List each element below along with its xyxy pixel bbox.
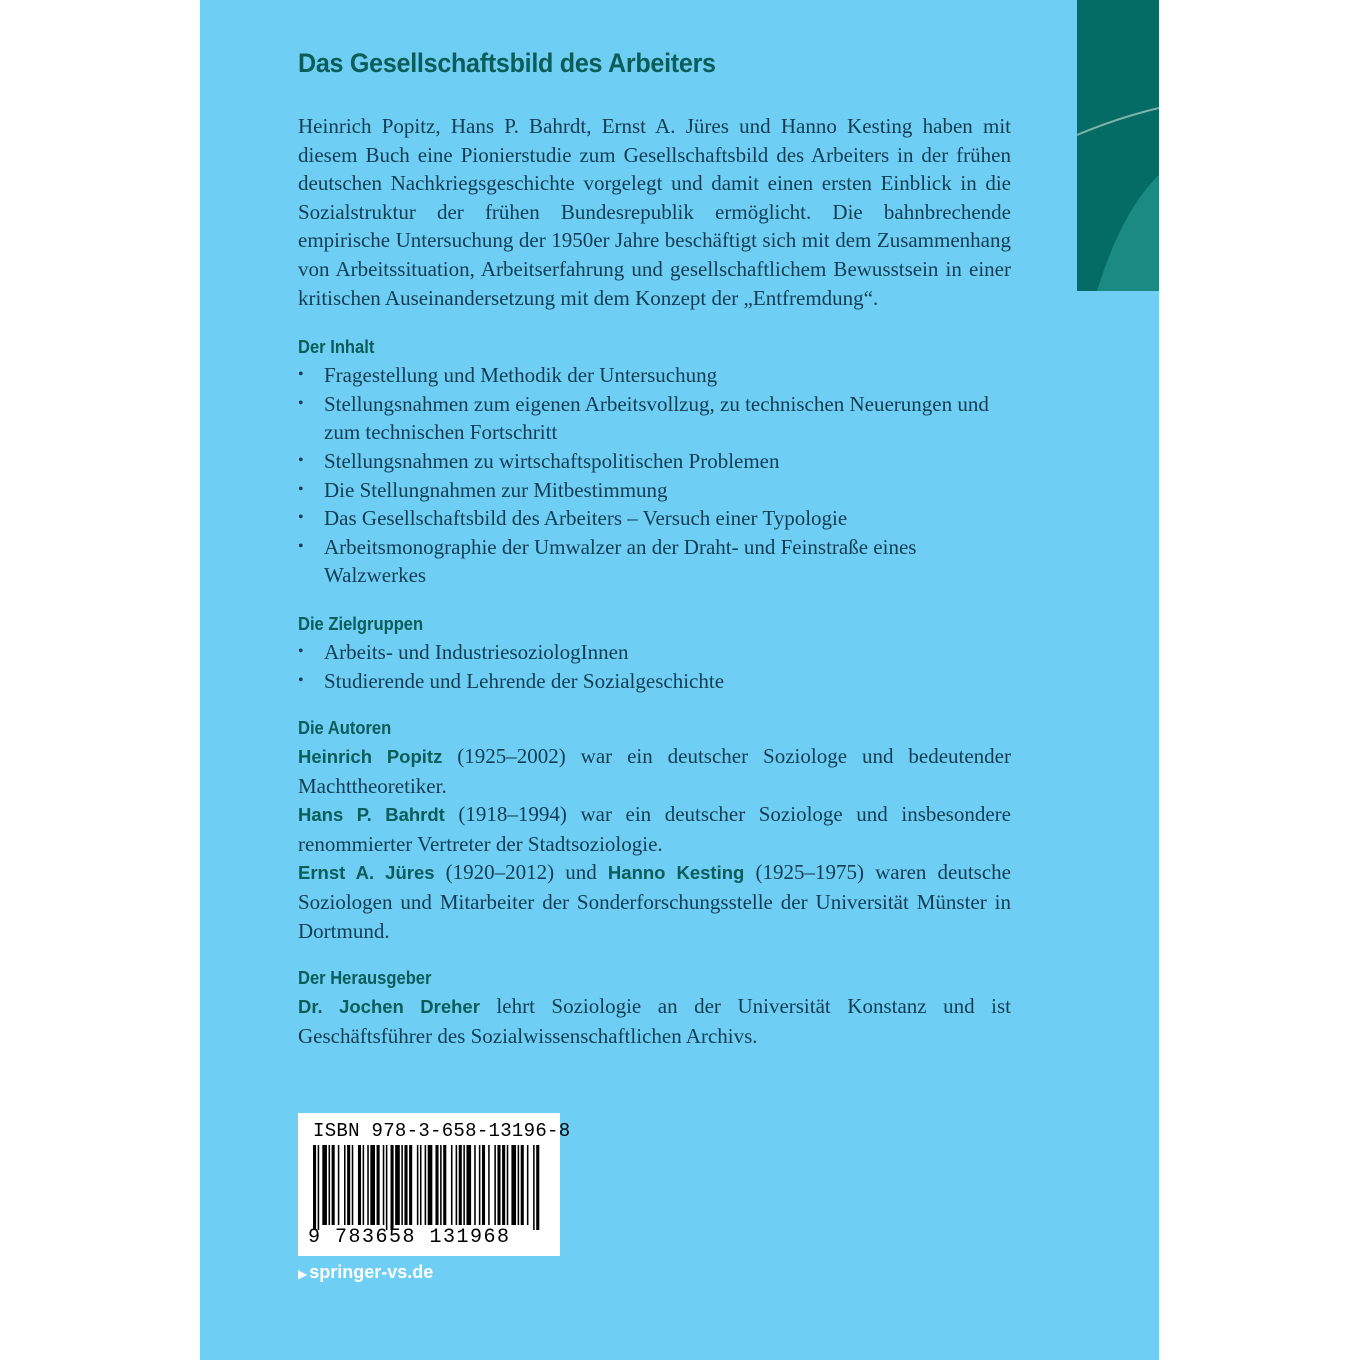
barcode-bar <box>395 1145 400 1225</box>
bullet-icon: • <box>298 671 304 689</box>
barcode-bar <box>383 1145 385 1225</box>
barcode-bar <box>502 1145 505 1225</box>
barcode-bar <box>466 1145 471 1225</box>
barcode-bar <box>329 1145 331 1225</box>
barcode-bar <box>420 1145 422 1225</box>
barcode-bar <box>332 1145 335 1225</box>
barcode-bar <box>318 1145 320 1230</box>
author-bahrdt: Hans P. Bahrdt (1918–1994) war ein deutscher Soziologe und insbesondere renommierter Vertreter der Stadtsoziologie. <box>298 802 1011 856</box>
author-name: Heinrich Popitz <box>298 746 443 768</box>
list-item: • Die Stellungnahmen zur Mitbestimmung <box>298 476 1011 505</box>
bullet-icon: • <box>298 394 304 412</box>
barcode-bar <box>488 1145 490 1225</box>
publisher-website[interactable]: ▶ springer-vs.de <box>298 1262 434 1282</box>
book-title: Das Gesellschaftsbild des Arbeiters <box>298 48 716 78</box>
barcode-bar <box>456 1145 458 1225</box>
barcode-bar <box>367 1145 369 1225</box>
barcode-bar <box>533 1145 535 1230</box>
author-name: Ernst A. Jüres <box>298 862 435 884</box>
bullet-icon: • <box>298 537 304 555</box>
barcode-bar <box>440 1145 442 1225</box>
barcode-bar <box>428 1145 433 1225</box>
list-item: • Stellungsnahmen zum eigenen Arbeitsvollzug, zu technischen Neuerungen und zum technischen Fortschritt <box>298 391 989 445</box>
bullet-icon: • <box>298 451 304 469</box>
barcode-bar <box>370 1145 375 1225</box>
barcode-bar <box>527 1145 529 1225</box>
list-item: • Fragestellung und Methodik der Untersuchung <box>298 361 1011 390</box>
barcode-bar <box>338 1145 340 1225</box>
isbn-label: ISBN 978-3-658-13196-8 <box>313 1120 571 1142</box>
barcode-bar <box>482 1145 485 1225</box>
barcode-bar <box>409 1145 412 1225</box>
inhalt-list <box>298 361 1011 590</box>
zielgruppen-list <box>298 638 1011 695</box>
list-item: • Das Gesellschaftsbild des Arbeiters – Versuch einer Typologie <box>298 504 1011 533</box>
section-heading-herausgeber: Der Herausgeber <box>298 968 432 989</box>
intro-paragraph: Heinrich Popitz, Hans P. Bahrdt, Ernst A. Jüres und Hanno Kesting haben mit diesem Buch eine Pionierstudie zum Gesellschaftsbild des Arbeiters in der frühen deutschen Nachkriegsgeschichte vorgelegt und damit einen ersten Einblick in die Sozialstruktur der frühen Bundesrepublik ermöglicht. Die bahnbrechende empirische Untersuchung der 1950er Jahre beschäftigt sich mit dem Zusammenhang von Arbeitssituation, Arbeitserfahrung und gesellschaftlichem Bewusstsein in einer kritischen Auseinandersetzung mit dem Konzept der „Entfremdung“. <box>298 114 1011 310</box>
barcode-bar <box>425 1145 427 1225</box>
barcode-bar <box>474 1145 476 1225</box>
editor-paragraph: Dr. Jochen Dreher lehrt Soziologie an der Universität Konstanz und ist Geschäftsführer des Sozialwissenschaftlichen Archivs. <box>298 994 1011 1048</box>
barcode-bar <box>344 1145 346 1225</box>
barcode-bar <box>352 1145 354 1225</box>
barcode-bar <box>313 1145 316 1230</box>
barcode-bar <box>507 1145 509 1225</box>
barcode-bar <box>363 1145 365 1225</box>
barcode-bar <box>404 1145 407 1225</box>
list-item: • Stellungsnahmen zu wirtschaftspolitischen Problemen <box>298 447 1011 476</box>
barcode-bar <box>401 1145 403 1225</box>
barcode-bar <box>347 1145 350 1225</box>
barcode-bar <box>358 1145 361 1225</box>
barcode-bar <box>386 1145 388 1230</box>
list-item: • Arbeits- und IndustriesoziologInnen <box>298 638 1011 667</box>
bullet-icon: • <box>298 366 304 384</box>
barcode-bar <box>391 1145 394 1230</box>
barcode-bar <box>435 1145 438 1225</box>
barcode-bar <box>443 1145 446 1225</box>
barcode-bar <box>479 1145 481 1225</box>
barcode-bar <box>463 1145 465 1225</box>
list-item: • Studierende und Lehrende der Sozialgeschichte <box>298 667 1011 696</box>
back-cover <box>200 0 1159 1360</box>
barcode-bar <box>518 1145 520 1225</box>
bullet-icon: • <box>298 480 304 498</box>
barcode-bar <box>459 1145 462 1225</box>
barcode-bar <box>497 1145 500 1225</box>
barcode-bar <box>536 1145 539 1230</box>
bullet-icon: • <box>298 642 304 660</box>
text-content <box>298 44 1011 1050</box>
barcode-bar <box>521 1145 524 1225</box>
author-name: Hanno Kesting <box>607 862 745 884</box>
author-name: Hans P. Bahrdt <box>298 804 445 826</box>
author-jueres-kesting: Ernst A. Jüres (1920–2012) und Hanno Kesting (1925–1975) waren deutsche Soziologen und Mitarbeiter der Sonderforschungsstelle der Universität Münster in Dortmund. <box>298 860 1012 943</box>
list-item: • Arbeitsmonographie der Umwalzer an der Draht- und Feinstraße eines Walzwerkes <box>298 534 917 588</box>
section-heading-zielgruppen: Die Zielgruppen <box>298 613 424 634</box>
author-popitz: Heinrich Popitz (1925–2002) war ein deutscher Soziologe und bedeutender Machttheoretiker. <box>298 744 1011 798</box>
section-heading-autoren: Die Autoren <box>298 718 392 739</box>
isbn-barcode <box>298 1113 571 1256</box>
barcode-bar <box>377 1145 380 1225</box>
corner-decoration <box>1077 0 1159 291</box>
barcode-bar <box>451 1145 453 1225</box>
barcode-bar <box>322 1145 327 1225</box>
ean-digits: 9 783658 131968 <box>308 1226 511 1249</box>
editor-name: Dr. Jochen Dreher <box>298 996 480 1018</box>
barcode-bars <box>313 1145 545 1230</box>
bullet-icon: • <box>298 509 304 527</box>
barcode-bar <box>511 1145 516 1225</box>
barcode-bar <box>417 1145 419 1225</box>
barcode-bar <box>494 1145 496 1225</box>
section-heading-inhalt: Der Inhalt <box>298 337 375 358</box>
arrow-right-icon: ▶ <box>298 1267 308 1281</box>
